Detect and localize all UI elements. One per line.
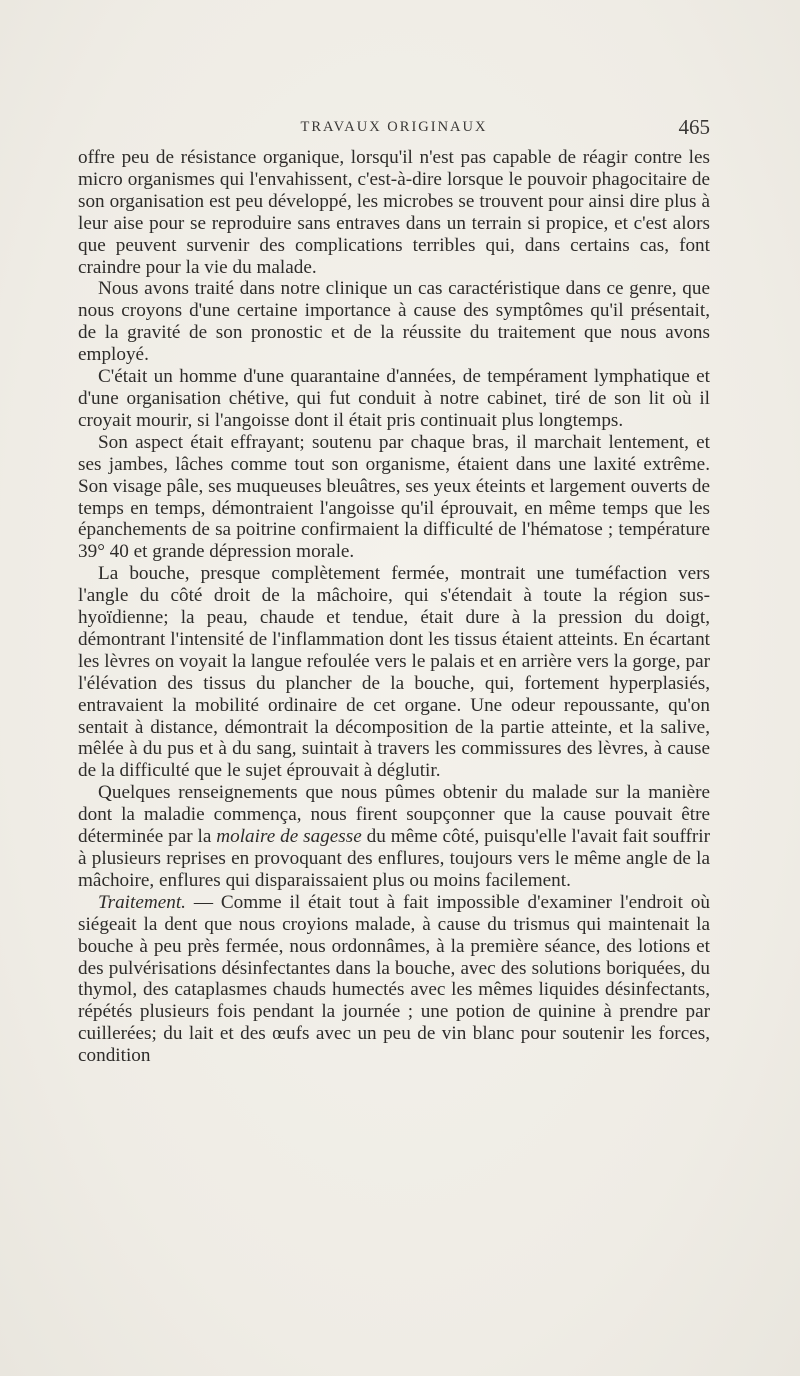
paragraph-case-intro: Nous avons traité dans notre clinique un cas caractéristique dans ce genre, que nous croyons d'une certaine importance à cause des symptômes qu'il présentait, de la gravité de son pronostic et de la réussite du traitement que nous avons employé. — [78, 278, 710, 366]
paragraph-treatment — [78, 892, 710, 1067]
paragraph-patient: C'était un homme d'une quarantaine d'années, de tempérament lymphatique et d'une organisation chétive, qui fut conduit à notre cabinet, tiré de son lit où il croyait mourir, si l'angoisse dont il était pris continuait plus longtemps. — [78, 366, 710, 431]
running-title: TRAVAUX ORIGINAUX — [300, 119, 488, 135]
body-text — [78, 147, 710, 1067]
paragraph-aspect: Son aspect était effrayant; soutenu par chaque bras, il marchait lentement, et ses jambes, lâches comme tout son organisme, étaient dans une laxité extrême. Son visage pâle, ses muqueuses bleuâtres, ses yeux éteints et largement ouverts de temps en temps, démontraient l'angoisse qu'il éprouvait, en même temps que les épanchements de sa poitrine confirmaient la difficulté de l'hématose ; température 39° 40 et grande dépression morale. — [78, 431, 710, 563]
paragraph-mouth: La bouche, presque complètement fermée, montrait une tuméfaction vers l'angle du côté droit de la mâchoire, qui s'étendait à toute la région sus-hyoïdienne; la peau, chaude et tendue, était dure à la pression du doigt, démontrant l'intensité de l'inflammation dont les tissus étaient atteints. En écartant les lèvres on voyait la langue refoulée vers le palais et en arrière vers la gorge, par l'élévation des tissus du plancher de la bouche, qui, fortement hyperplasiés, entravaient la mobilité ordinaire de cet organe. Une odeur repoussante, qu'on sentait à distance, démontrait la décomposition de la partie atteinte, et la salive, mêlée à du pus et à du sang, suintait à travers les commissures des lèvres, à cause de la difficulté que le sujet éprouvait à déglutir. — [78, 563, 710, 782]
paragraph-continuation: offre peu de résistance organique, lorsqu'il n'est pas capable de réagir contre les micro organismes qui l'envahissent, c'est-à-dire lorsque le pouvoir phagocitaire de son organisation est peu développé, les microbes se trouvent pour ainsi dire plus à leur aise pour se reproduire sans entraves dans un terrain si propice, et c'est alors que peuvent survenir des complications terribles qui, dans certains cas, font craindre pour la vie du malade. — [78, 147, 710, 278]
treatment-heading: Traitement. — [98, 891, 186, 913]
running-head — [78, 115, 710, 139]
history-text-end: du même côté, puisqu'elle l'avait fait souffrir à plusieurs reprises en provoquant des enflures, toujours vers le même angle de la mâchoire, enflures qui disparaissaient plus ou moins facilement. — [78, 826, 710, 891]
paragraph-history — [78, 782, 710, 892]
treatment-text: — Comme il était tout à fait impossible d'examiner l'endroit où siégeait la dent que nous croyions malade, à cause du trismus qui maintenait la bouche à peu près fermée, nous ordonnâmes, à la première séance, des lotions et des pulvérisations désinfectantes dans la bouche, avec des solutions boriquées, du thymol, des cataplasmes chauds humectés avec les mêmes liquides désinfectants, répétés plusieurs fois pendant la journée ; une potion de quinine à prendre par cuillerées; du lait et des œufs avec un peu de vin blanc pour soutenir les forces, condition — [78, 891, 710, 1067]
history-text-start: Quelques renseignements que nous pûmes obtenir du malade sur la manière dont la maladie commença, nous firent soupçonner que la cause pouvait être déterminée par la — [78, 782, 710, 848]
page-number: 465 — [678, 115, 710, 139]
history-italic-term: molaire de sagesse — [216, 826, 362, 848]
